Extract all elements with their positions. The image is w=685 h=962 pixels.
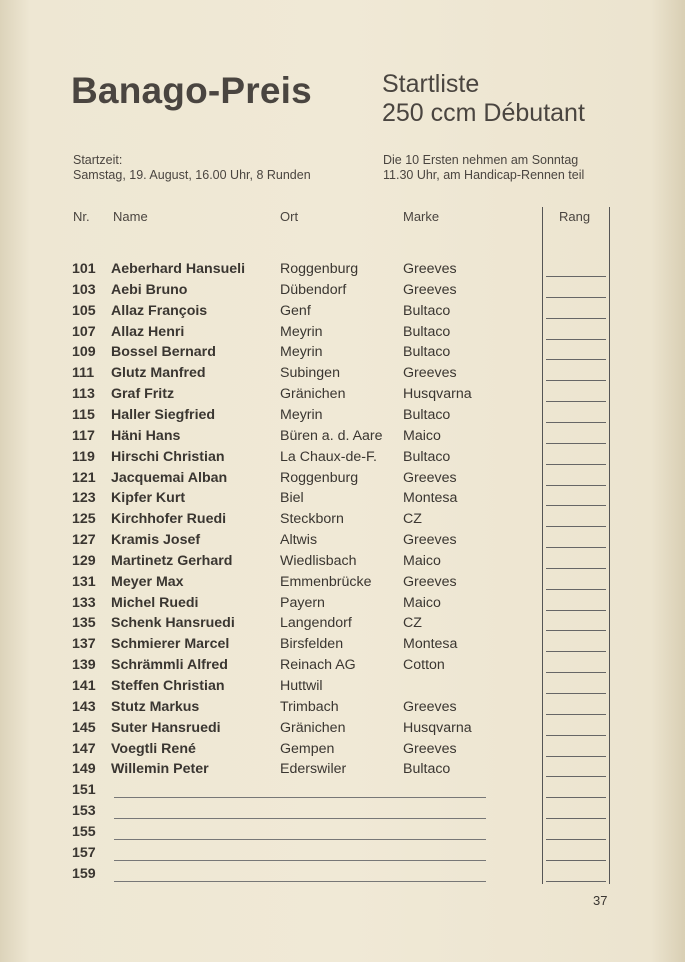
rider-number: 121 <box>72 469 96 486</box>
rider-place: Reinach AG <box>280 657 356 674</box>
rider-number: 125 <box>72 511 96 528</box>
rang-line <box>546 818 606 819</box>
rider-place: La Chaux-de-F. <box>280 448 377 465</box>
rider-name: Kirchhofer Ruedi <box>111 511 227 528</box>
rang-line <box>546 380 606 381</box>
page-number: 37 <box>593 893 608 908</box>
rider-place: Huttwil <box>280 678 323 694</box>
rider-name: Kipfer Kurt <box>111 490 186 507</box>
rider-place: Gempen <box>280 740 335 757</box>
rider-number: 119 <box>72 448 95 465</box>
rider-number: 101 <box>72 261 96 277</box>
rider-row <box>0 385 685 406</box>
subtitle-line: Startliste <box>382 70 480 98</box>
rider-name: Graf Fritz <box>111 386 175 403</box>
rider-number: 129 <box>72 552 96 569</box>
rider-name: Willemin Peter <box>111 761 209 778</box>
rider-row <box>0 844 685 865</box>
header-ort: Ort <box>280 209 299 224</box>
rider-number: 139 <box>72 657 96 674</box>
rang-line <box>546 485 606 486</box>
rider-place: Meyrin <box>280 344 323 361</box>
rang-line <box>546 860 606 861</box>
rider-brand: Husqvarna <box>403 719 472 736</box>
rider-name: Allaz François <box>111 302 208 319</box>
rider-name: Schenk Hansruedi <box>111 615 235 632</box>
rider-place: Genf <box>280 302 311 319</box>
rider-row <box>0 302 685 323</box>
rider-row <box>0 323 685 344</box>
rider-name: Michel Ruedi <box>111 594 199 611</box>
rider-place: Meyrin <box>280 323 323 340</box>
rider-brand: Greeves <box>403 740 457 757</box>
rider-name: Suter Hansruedi <box>111 719 221 736</box>
rang-line <box>546 672 606 673</box>
rider-number: 111 <box>72 365 95 382</box>
rider-brand: Cotton <box>403 657 445 674</box>
blank-entry-line <box>114 839 486 840</box>
rider-number: 133 <box>72 594 96 611</box>
rider-brand: Maico <box>403 552 441 569</box>
rang-line <box>546 589 606 590</box>
rider-number: 127 <box>72 532 96 549</box>
rider-row <box>0 510 685 531</box>
rider-row <box>0 677 685 698</box>
rider-number: 143 <box>72 698 96 715</box>
rider-brand: Greeves <box>403 281 457 298</box>
rider-number: 145 <box>72 719 96 736</box>
rider-place: Subingen <box>280 365 340 382</box>
rider-row <box>0 364 685 385</box>
rider-place: Dübendorf <box>280 281 347 298</box>
rider-brand: Bultaco <box>403 761 451 778</box>
rider-place: Büren a. d. Aare <box>280 427 383 444</box>
rang-line <box>546 464 606 465</box>
rider-row <box>0 823 685 844</box>
rang-line <box>546 568 606 569</box>
rider-row <box>0 406 685 427</box>
rider-place: Emmenbrücke <box>280 573 372 590</box>
rider-place: Biel <box>280 490 304 507</box>
start-info-line: Startzeit: <box>73 153 123 167</box>
rider-row <box>0 281 685 302</box>
rang-line <box>546 505 606 506</box>
rider-place: Birsfelden <box>280 636 344 653</box>
rider-row <box>0 573 685 594</box>
rider-brand: Maico <box>403 427 441 444</box>
rang-line <box>546 526 606 527</box>
header-name: Name <box>113 209 148 224</box>
rang-line <box>546 839 606 840</box>
page-title: Banago-Preis <box>71 70 312 111</box>
rider-name: Aeberhard Hansueli <box>111 261 246 277</box>
rang-line <box>546 276 606 277</box>
rang-line <box>546 359 606 360</box>
blank-entry-line <box>114 860 486 861</box>
rider-number: 135 <box>72 615 96 632</box>
rider-brand: Bultaco <box>403 302 451 319</box>
rider-row <box>0 781 685 802</box>
rider-place: Trimbach <box>280 698 339 715</box>
rider-brand: Greeves <box>403 698 457 715</box>
rider-row <box>0 614 685 635</box>
rider-name: Glutz Manfred <box>111 365 206 382</box>
rider-brand: Greeves <box>403 469 457 486</box>
rider-number: 151 <box>72 782 96 799</box>
rider-row <box>0 635 685 656</box>
note-line: 11.30 Uhr, am Handicap-Rennen teil <box>383 168 585 182</box>
rider-name: Kramis Josef <box>111 532 201 549</box>
rider-number: 131 <box>72 573 96 590</box>
rider-name: Steffen Christian <box>111 678 225 694</box>
rider-row <box>0 698 685 719</box>
rang-line <box>546 318 606 319</box>
start-info-line: Samstag, 19. August, 16.00 Uhr, 8 Runden <box>73 168 311 182</box>
rider-brand: Greeves <box>403 573 457 590</box>
rang-line <box>546 630 606 631</box>
rider-row <box>0 427 685 448</box>
blank-entry-line <box>114 881 486 882</box>
rider-brand: Bultaco <box>403 344 451 361</box>
rider-number: 105 <box>72 302 96 319</box>
header-rang: Rang <box>559 209 591 224</box>
rider-place: Altwis <box>280 532 318 549</box>
rider-row <box>0 719 685 740</box>
rider-name: Schrämmli Alfred <box>111 657 228 674</box>
subtitle-line: 250 ccm Débutant <box>382 99 585 127</box>
rang-line <box>546 610 606 611</box>
rider-number: 107 <box>72 323 96 340</box>
rang-line <box>546 735 606 736</box>
rider-row <box>0 489 685 510</box>
rang-line <box>546 339 606 340</box>
rider-number: 141 <box>72 678 96 694</box>
rider-place: Roggenburg <box>280 469 359 486</box>
rider-brand: CZ <box>403 615 422 632</box>
rider-name: Voegtli René <box>111 740 196 757</box>
rider-brand: Husqvarna <box>403 386 472 403</box>
rider-brand: Maico <box>403 594 441 611</box>
rider-brand: Greeves <box>403 261 457 277</box>
rider-row <box>0 469 685 490</box>
rider-row <box>0 865 685 886</box>
rider-name: Hirschi Christian <box>111 448 225 465</box>
rang-line <box>546 693 606 694</box>
rider-place: Ederswiler <box>280 761 347 778</box>
rider-brand: Greeves <box>403 365 457 382</box>
rider-brand: Montesa <box>403 636 458 653</box>
rider-row <box>0 343 685 364</box>
rang-line <box>546 422 606 423</box>
rider-row <box>0 656 685 677</box>
rang-line <box>546 776 606 777</box>
blank-entry-line <box>114 797 486 798</box>
rider-place: Payern <box>280 594 325 611</box>
rider-place: Meyrin <box>280 406 323 423</box>
rider-brand: CZ <box>403 511 422 528</box>
rider-place: Gränichen <box>280 719 346 736</box>
start-info <box>73 153 311 183</box>
rider-number: 113 <box>72 386 95 403</box>
header-nr: Nr. <box>73 209 90 224</box>
rider-name: Bossel Bernard <box>111 344 216 361</box>
rider-number: 157 <box>72 844 96 861</box>
rider-number: 159 <box>72 865 96 882</box>
rider-name: Haller Siegfried <box>111 406 216 423</box>
note-line: Die 10 Ersten nehmen am Sonntag <box>383 153 579 167</box>
rang-line <box>546 401 606 402</box>
rang-line <box>546 756 606 757</box>
rider-brand: Montesa <box>403 490 458 507</box>
rider-row <box>0 531 685 552</box>
rider-name: Allaz Henri <box>111 323 185 340</box>
rider-brand: Bultaco <box>403 323 451 340</box>
header-marke: Marke <box>403 209 440 224</box>
rider-brand: Bultaco <box>403 448 451 465</box>
rider-number: 103 <box>72 281 96 298</box>
rider-row <box>0 740 685 761</box>
rider-number: 123 <box>72 490 96 507</box>
rider-number: 149 <box>72 761 96 778</box>
rider-row <box>0 448 685 469</box>
rider-name: Aebi Bruno <box>111 281 188 298</box>
rider-name: Häni Hans <box>111 427 181 444</box>
blank-entry-line <box>114 818 486 819</box>
rider-row <box>0 260 685 281</box>
rider-number: 109 <box>72 344 96 361</box>
rider-row <box>0 552 685 573</box>
rider-number: 115 <box>72 406 95 423</box>
rang-line <box>546 443 606 444</box>
rang-line <box>546 547 606 548</box>
rider-number: 153 <box>72 803 96 820</box>
rider-name: Schmierer Marcel <box>111 636 230 653</box>
rang-line <box>546 651 606 652</box>
rider-brand: Greeves <box>403 532 457 549</box>
rider-place: Roggenburg <box>280 261 359 277</box>
rider-place: Steckborn <box>280 511 344 528</box>
rider-name: Meyer Max <box>111 573 184 590</box>
rider-number: 117 <box>72 427 95 444</box>
rider-brand: Bultaco <box>403 406 451 423</box>
rider-name: Stutz Markus <box>111 698 200 715</box>
rider-row <box>0 594 685 615</box>
rider-row <box>0 802 685 823</box>
rider-number: 147 <box>72 740 96 757</box>
rang-line <box>546 797 606 798</box>
rider-place: Gränichen <box>280 386 346 403</box>
rang-line <box>546 881 606 882</box>
rider-name: Jacquemai Alban <box>111 469 228 486</box>
rider-number: 137 <box>72 636 96 653</box>
rider-name: Martinetz Gerhard <box>111 552 233 569</box>
page-subtitle <box>382 70 585 128</box>
handicap-note <box>383 153 584 183</box>
rider-row <box>0 760 685 781</box>
rider-place: Langendorf <box>280 615 352 632</box>
rider-number: 155 <box>72 823 96 840</box>
rang-line <box>546 714 606 715</box>
rider-place: Wiedlisbach <box>280 552 357 569</box>
rang-line <box>546 297 606 298</box>
